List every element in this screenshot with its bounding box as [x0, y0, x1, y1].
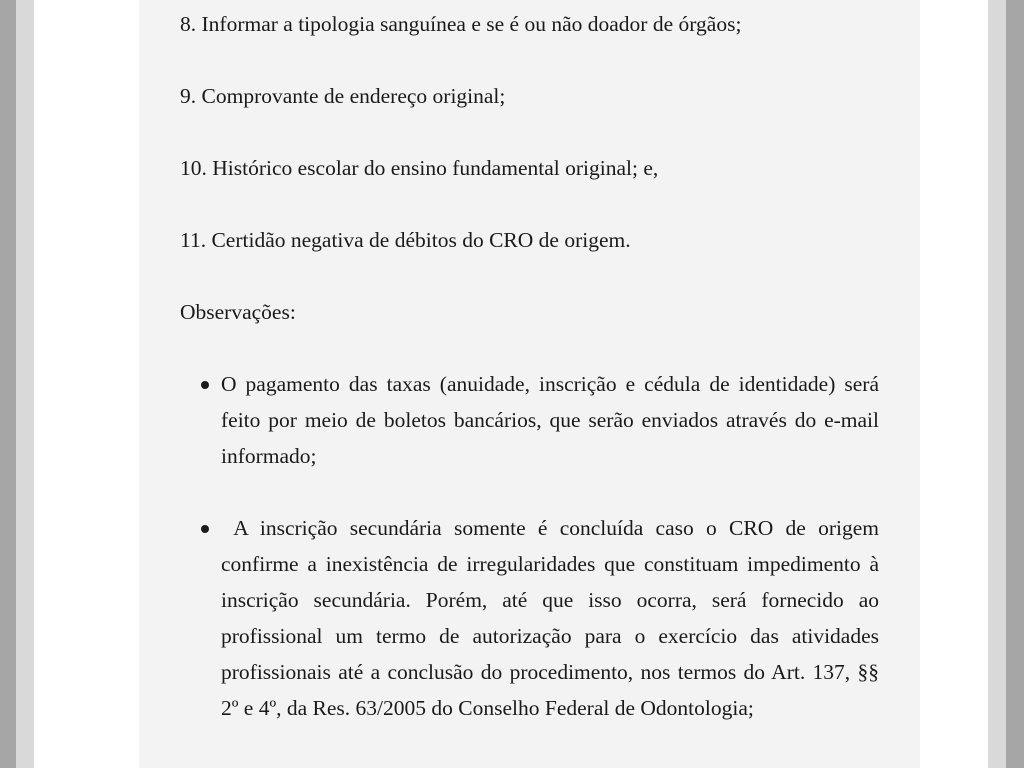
right-inner-border — [988, 0, 1006, 768]
observation-item — [221, 510, 879, 726]
observation-text: A inscrição secundária somente é concluída caso o CRO de origem confirme a inexistência de irregularidades que constituam impedimento à inscrição secundária. Porém, até que isso ocorra, será fornecido ao profissional um termo de autorização para o exercício das atividades profissionais até a conclusão do procedimento, nos termos do Art. 137, §§ 2º e 4º, da Res. 63/2005 do Conselho Federal de Odontologia; — [221, 516, 879, 720]
bullet-icon — [201, 525, 209, 533]
list-item: 10. Histórico escolar do ensino fundamental original; e, — [180, 156, 659, 180]
right-outer-border — [1006, 0, 1024, 768]
left-outer-border — [0, 0, 16, 768]
observations-list — [180, 366, 879, 726]
bullet-icon — [201, 381, 209, 389]
list-item: 9. Comprovante de endereço original; — [180, 84, 506, 108]
left-inner-border — [16, 0, 34, 768]
list-item: 8. Informar a tipologia sanguínea e se é ou não doador de órgãos; — [180, 12, 742, 36]
document-body — [180, 6, 879, 762]
observation-text: O pagamento das taxas (anuidade, inscrição e cédula de identidade) será feito por meio de boletos bancários, que serão enviados através do e-mail informado; — [221, 372, 879, 468]
observation-item — [221, 366, 879, 474]
list-item: 11. Certidão negativa de débitos do CRO de origem. — [180, 228, 631, 252]
content-panel — [139, 0, 920, 768]
observations-heading: Observações: — [180, 300, 296, 324]
